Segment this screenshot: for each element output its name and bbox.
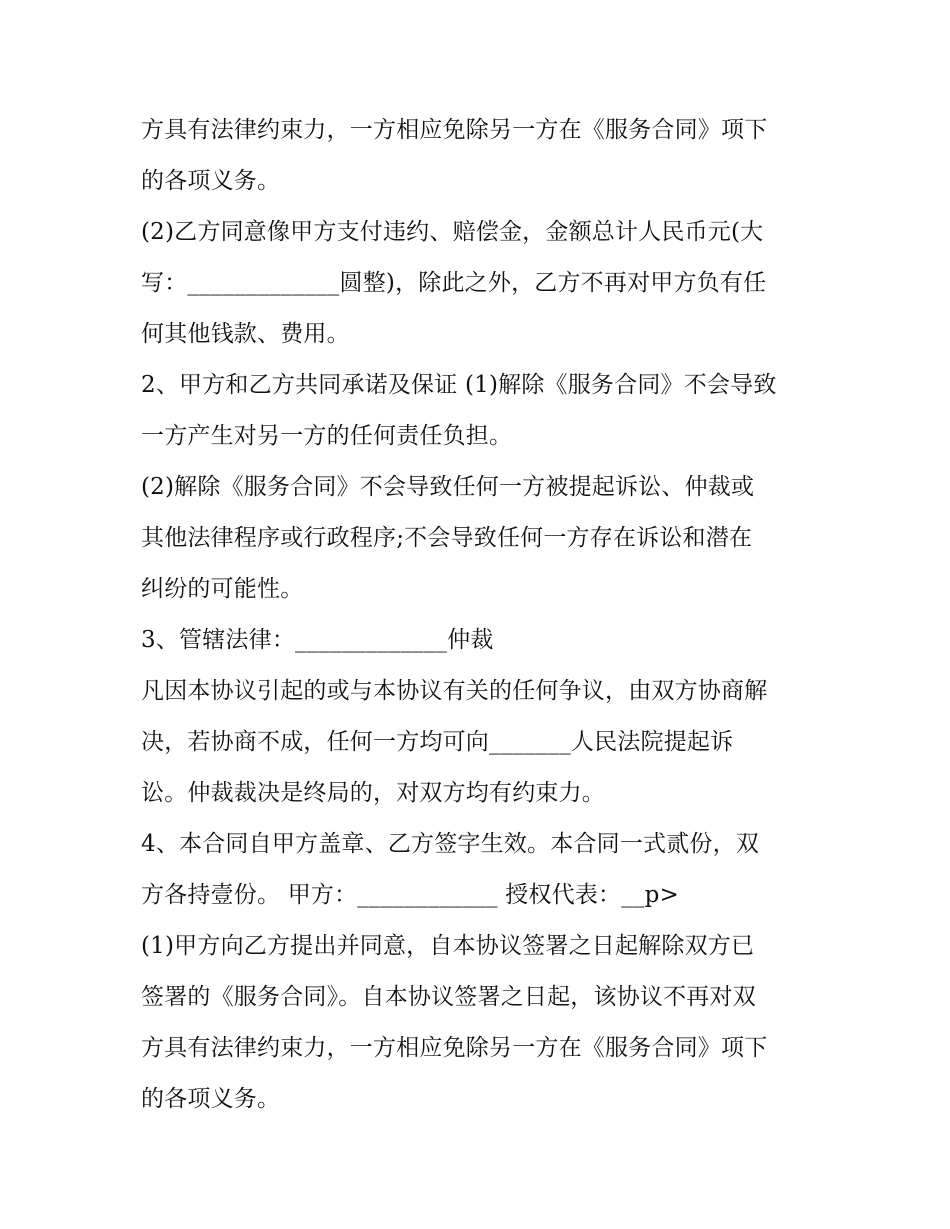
text-line-1: 方具有法律约束力，一方相应免除另一方在《服务合同》项下 <box>141 117 768 143</box>
text-line-8: (2)解除《服务合同》不会导致任何一方被提起诉讼、仲裁或 <box>141 474 755 500</box>
text-line-15: 4、本合同自甲方盖章、乙方签字生效。本合同一式贰份，双 <box>141 831 760 857</box>
document-body <box>141 105 831 1125</box>
text-line-18: 签署的《服务合同》。自本协议签署之日起，该协议不再对双 <box>141 984 756 1010</box>
text-line-14: 讼。仲裁裁决是终局的，对双方均有约束力。 <box>141 780 605 806</box>
text-line-2: 的各项义务。 <box>141 168 281 194</box>
text-line-10: 纠纷的可能性。 <box>141 576 304 602</box>
text-line-20: 的各项义务。 <box>141 1086 281 1112</box>
text-line-6: 2、甲方和乙方共同承诺及保证 (1)解除《服务合同》不会导致 <box>141 372 777 398</box>
text-line-13: 决，若协商不成，任何一方均可向_______人民法院提起诉 <box>141 729 734 755</box>
text-line-9: 其他法律程序或行政程序;不会导致任何一方存在诉讼和潜在 <box>141 525 753 551</box>
text-line-19: 方具有法律约束力，一方相应免除另一方在《服务合同》项下 <box>141 1035 768 1061</box>
text-line-17: (1)甲方向乙方提出并同意，自本协议签署之日起解除双方已 <box>141 933 755 959</box>
text-line-12: 凡因本协议引起的或与本协议有关的任何争议，由双方协商解 <box>141 678 768 704</box>
text-line-5: 何其他钱款、费用。 <box>141 321 350 347</box>
text-line-4: 写：_____________圆整)，除此之外，乙方不再对甲方负有任 <box>141 270 767 296</box>
text-line-16: 方各持壹份。 甲方：____________ 授权代表：__p> <box>141 882 680 908</box>
text-line-3: (2)乙方同意像甲方支付违约、赔偿金，金额总计人民币元(大 <box>141 219 764 245</box>
text-line-11: 3、管辖法律：_____________仲裁 <box>141 627 494 653</box>
text-line-7: 一方产生对另一方的任何责任负担。 <box>141 423 513 449</box>
